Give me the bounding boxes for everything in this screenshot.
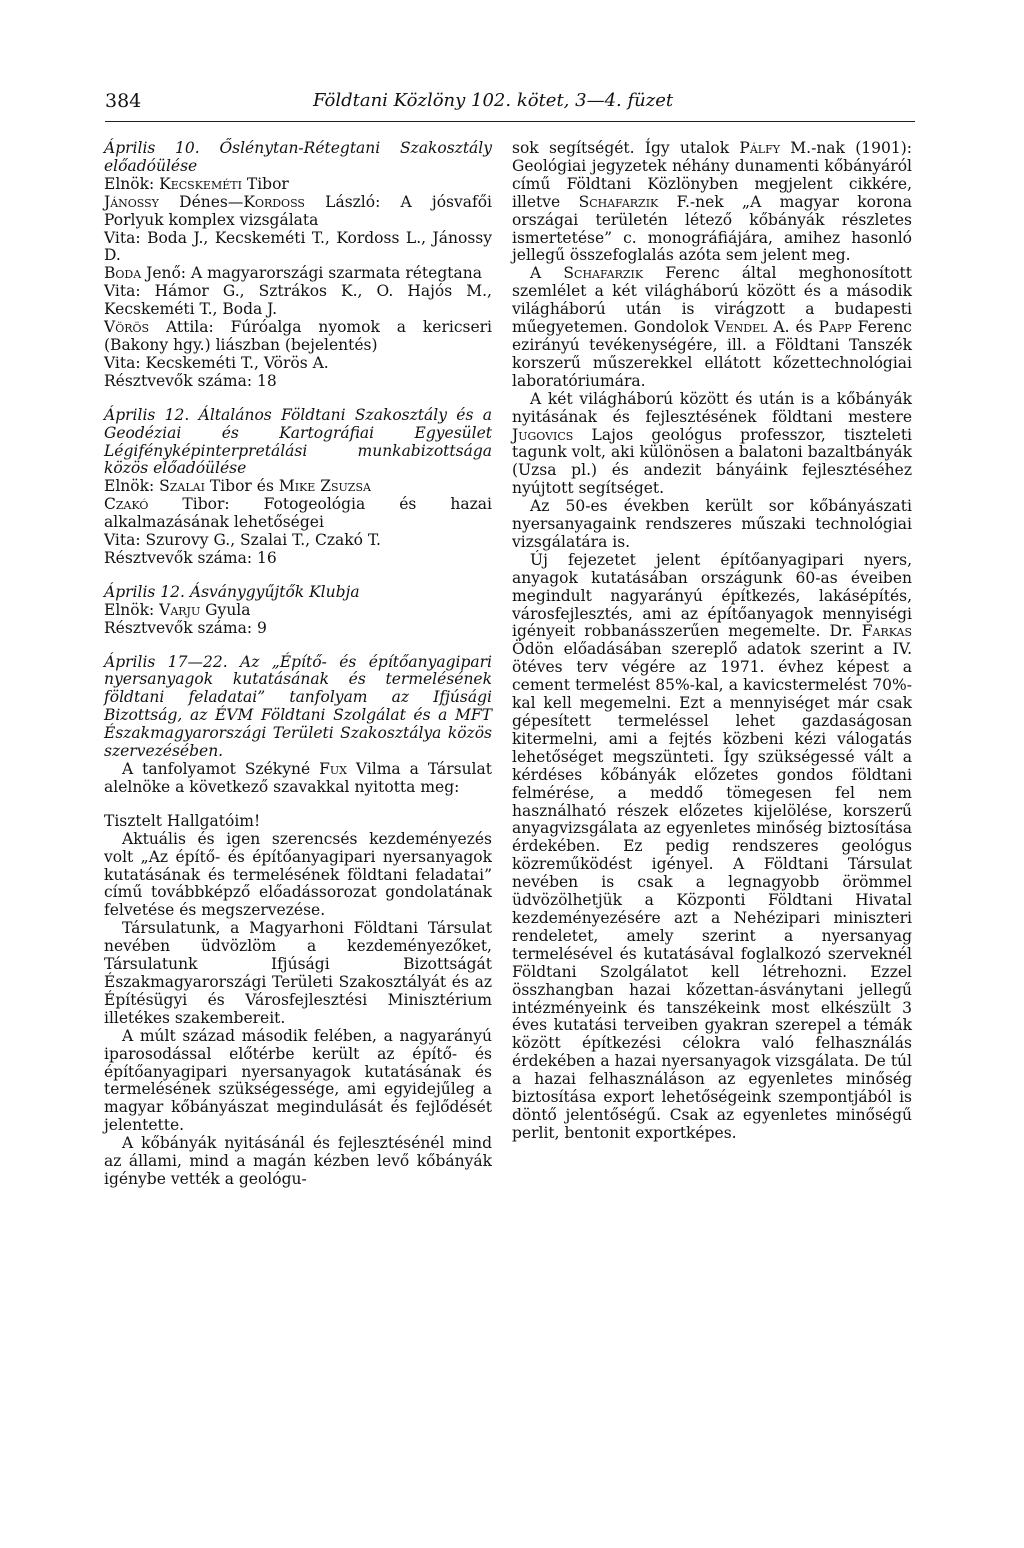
body-paragraph: A Schafarzik Ferenc által meghonosított szemlélet a két világháború között és a második világháború után is virágzott a budapesti műegyetemen. Gondolok Vendel A. és Papp Ferenc ezirányú tevékenységére, ill. a Földtani Tanszék korszerű műszerekkel ellátott kőzettechnológiai laboratóriumára. (512, 264, 912, 390)
running-title: Földtani Közlöny 102. kötet, 3—4. füzet (313, 90, 674, 111)
page-number: 384 (105, 90, 142, 112)
discussion-line: Vita: Hámor G., Sztrákos K., O. Hajós M., Kecskeméti T., Boda J. (104, 282, 492, 319)
header-rule (105, 121, 915, 122)
body-paragraph: Társulatunk, a Magyarhoni Földtani Társulat nevében üdvözlöm a kezdeményezőket, Társulatunk Ifjúsági Bizottságát Északmagyarországi Területi Szakosztályát és az Építésügyi és Városfejlesztési Minisztérium illetékes szakembereit. (104, 919, 492, 1027)
discussion-line: Vita: Boda J., Kecskeméti T., Kordoss L., Jánossy D. (104, 228, 492, 265)
participant-count: Résztvevők száma: 18 (104, 371, 277, 390)
discussion-line: Vita: Szurovy G., Szalai T., Czakó T. (104, 531, 381, 550)
section-heading: Április 12. Ásványgyűjtők Klubja (104, 582, 360, 601)
talk-entry: Jánossy Dénes—Kordoss László: A jósvafői Porlyuk komplex vizsgálata (104, 192, 492, 229)
talk-entry: Vörös Attila: Fúróalga nyomok a kericseri (Bakony hgy.) liászban (bejelentés) (104, 318, 492, 354)
discussion-line: Vita: Kecskeméti T., Vörös A. (104, 353, 329, 372)
body-paragraph: A két világháború között és után is a kőbányák nyitásának és fejlesztésének földtani mestere Jugovics Lajos geológus professzor, tiszteleti tagunk volt, aki különösen a balatoni bazaltbányák (Uzsa pl.) és andezit bányáink fejlesztéséhez nyújtott segítséget. (512, 389, 912, 498)
talk-entry: Czakó Tibor: Fotogeológia és hazai alkalmazásának lehetőségei (104, 495, 492, 532)
section-heading: Április 10. Őslénytan-Rétegtani Szakosztály előadóülése (104, 139, 492, 175)
talk-entry: Boda Jenő: A magyarországi szarmata rétegtana (104, 264, 482, 283)
body-paragraph: A múlt század második felében, a nagyarányú iparosodással előtérbe került az építő- és építőanyagipari nyersanyagok kutatásának és termelésének szükségessége, ami egyidejűleg a magyar kőbányászat megindulását és fejlődését jelentette. (104, 1026, 492, 1135)
salutation: Tisztelt Hallgatóim! (104, 811, 261, 830)
participant-count: Résztvevők száma: 16 (104, 548, 277, 567)
section-heading: Április 17—22. Az „Építő- és építőanyagipari nyersanyagok kutatásának és termelésének földtani feladatai” tanfolyam az Ifjúsági Bizottság, az ÉVM Földtani Szolgálat és a MFT Északmagyarországi Területi Szakosztálya közös szervezésében. (104, 652, 492, 761)
body-paragraph: Új fejezetet jelent építőanyagipari nyers, anyagok kutatásában országunk 60-as éveiben megindult nagyarányú építkezés, lakásépítés, városfejlesztés, ami az építőanyagok mennyiségi igényeit robbanásszerűen megemelte. Dr. Farkas Ödön előadásában szereplő adatok szerint a IV. ötéves terv végére az 1971. évhez képest a cement termelést 85%-kal, a kavicstermelést 70%-kal kell megemelni. Ezt a mennyiséget már csak gépesített termeléssel lehet gazdaságosan kitermelni, ami a fejtés közbeni kézi válogatás lehetőséget megszünteti. Így szükségessé vált a kérdéses kőbányák előzetes gondos földtani felmérése, a meddő tömegesen fel nem használható részek előzetes kijelölése, korszerű anyagvizsgálata az egyenletes minőség biztosítása érdekében. Ez pedig rendszeres geológus közreműködést igényel. A Földtani Társulat nevében is csak a legnagyobb örömmel üdvözölhetjük a Központi Földtani Hivatal kezdeményezésére azt a Nehézipari miniszteri rendeletet, amely szerint a nyersanyag termelésével és kutatásával foglalkozó szerveknél Földtani Szolgálatot kell létrehozni. Ezzel összhangban hazai kőzettan-ásványtani jellegű intézményeink és tanszékeink most elkészült 3 éves kutatási terveiben gyakran szerepel a témák között építkezési célokra való felhasználás érdekében a hazai nyersanyagok vizsgálata. De túl a hazai felhasználáson az egyenletes minőség biztosítása export lehetőségeink szempontjából is döntő jelentőségű. Csak az egyenletes minőségű perlit, bentonit exportképes. (512, 550, 912, 1142)
participant-count: Résztvevők száma: 9 (104, 618, 267, 637)
body-paragraph: Aktuális és igen szerencsés kezdeményezés volt „Az építő- és építőanyagipari nyersanyagok kutatásának és termelésének földtani feladatai” című továbbképző előadássorozat gondolatának felvetése és megszervezése. (104, 829, 492, 920)
body-paragraph: Az 50-es években került sor kőbányászati nyersanyagaink rendszeres műszaki technológiai vizsgálatára is. (512, 497, 912, 551)
left-column (104, 140, 492, 1189)
chair-line: Elnök: Varju Gyula (104, 600, 251, 619)
chair-line: Elnök: Szalai Tibor és Mike Zsuzsa (104, 477, 371, 496)
section-heading: Április 12. Általános Földtani Szakosztály és a Geodéziai és Kartográfiai Egyesület Légifényképinterpretálási munkabizottsága közös előadóülése (104, 405, 492, 478)
body-paragraph: sok segítségét. Így utalok Pálfy M.-nak (1901): Geológiai jegyzetek néhány dunamenti kőbányáról című Földtani Közlönyben megjelent cikkére, illetve Schafarzik F.-nek „A magyar korona országai területén létező kőbányák részletes ismertetése” c. monográfiájára, amihez hasonló jellegű összefoglalás azóta sem jelent meg. (512, 139, 912, 265)
body-paragraph: A kőbányák nyitásánál és fejlesztésénél mind az állami, mind a magán kézben levő kőbányák igénybe vették a geológu- (104, 1134, 492, 1188)
page-header (105, 90, 915, 120)
right-column (512, 140, 912, 1143)
chair-line: Elnök: Kecskeméti Tibor (104, 174, 289, 193)
body-paragraph: A tanfolyamot Székyné Fux Vilma a Társulat alelnöke a következő szavakkal nyitotta meg: (104, 760, 492, 796)
